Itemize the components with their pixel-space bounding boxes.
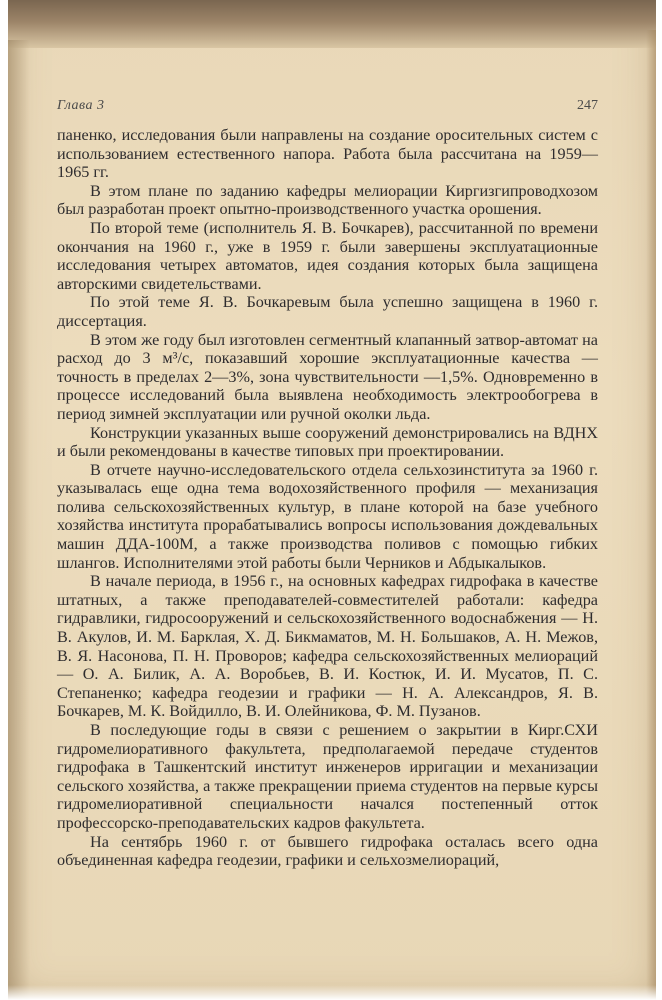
binding-shadow [8,40,30,1000]
paragraph: Конструкции указанных выше сооружений демонстрировались на ВДНХ и были рекомендованы в качестве типовых при проектировании. [57,423,598,461]
body-text [57,126,598,870]
paragraph: В отчете научно-исследовательского отдела сельхозинститута за 1960 г. указывалась еще одна тема водохозяйственного профиля — механизация полива сельскохозяйственных культур, в плане которой на базе учебного хозяйства института прорабатывались вопросы использования дождевальных машин ДДА-100М, а также производства поливов с помощью гибких шлангов. Исполнителями этой работы были Черников и Абдыкалыков. [57,460,598,572]
paragraph: По этой теме Я. В. Бочкаревым была успешно защищена в 1960 г. диссертация. [57,293,598,330]
paragraph: В этом же году был изготовлен сегментный клапанный затвор-автомат на расход до 3 м³/с, показавший хорошие эксплуатационные качества — точность в пределах 2—3%, зона чувствительности —1,5%. Одновременно в процессе исследований была выявлена необходимость электрообогрева в период зимней эксплуатации или ручной околки льда. [57,330,598,423]
running-header [57,98,598,118]
page-number: 247 [577,98,598,113]
paragraph: паненко, исследования были направлены на создание оросительных систем с использованием естественного напора. Работа была рассчитана на 1959—1965 гг. [57,126,598,182]
page-bottom-edge [8,985,656,1000]
paragraph: В начале периода, в 1956 г., на основных кафедрах гидрофака в качестве штатных, а также преподавателей-совместителей работали: кафедра гидравлики, гидросооружений и сельскохозяйственного водоснабжения — Н. В. Акулов, И. М. Барклая, Х. Д. Бикмаматов, М. Н. Большаков, А. Н. Межов, В. Я. Насонова, П. Н. Проворов; кафедра сельскохозяйственных мелиораций — О. А. Билик, А. А. Воробьев, В. И. Костюк, И. И. Мусатов, П. С. Степаненко; кафедра геодезии и графики — Н. А. Александров, Я. В. Бочкарев, М. К. Войдилло, В. И. Олейникова, Ф. М. Пузанов. [57,572,598,721]
paragraph: По второй теме (исполнитель Я. В. Бочкарев), рассчитанной по времени окончания на 1960 г., уже в 1959 г. были завершены эксплуатационные исследования четырех автоматов, идея создания которых была защищена авторскими свидетельствами. [57,218,598,293]
page-edge [646,30,656,1000]
paragraph: В последующие годы в связи с решением о закрытии в Кирг.СХИ гидромелиоративного факультета, предполагаемой передаче студентов гидрофака в Ташкентский институт инженеров ирригации и механизации сельского хозяйства, а также прекращении приема студентов на первые курсы гидромелиоративной специальности начался постепенный отток профессорско-преподавательских кадров факультета. [57,721,598,832]
chapter-title: Глава 3 [57,98,105,113]
paragraph: На сентябрь 1960 г. от бывшего гидрофака осталась всего одна объединенная кафедра геодезии, графики и сельхозмелиораций, [57,832,598,870]
scan-top-shadow [8,0,656,48]
paragraph: В этом плане по заданию кафедры мелиорации Киргизгипроводхозом был разработан проект опытно-производственного участка орошения. [57,181,598,219]
